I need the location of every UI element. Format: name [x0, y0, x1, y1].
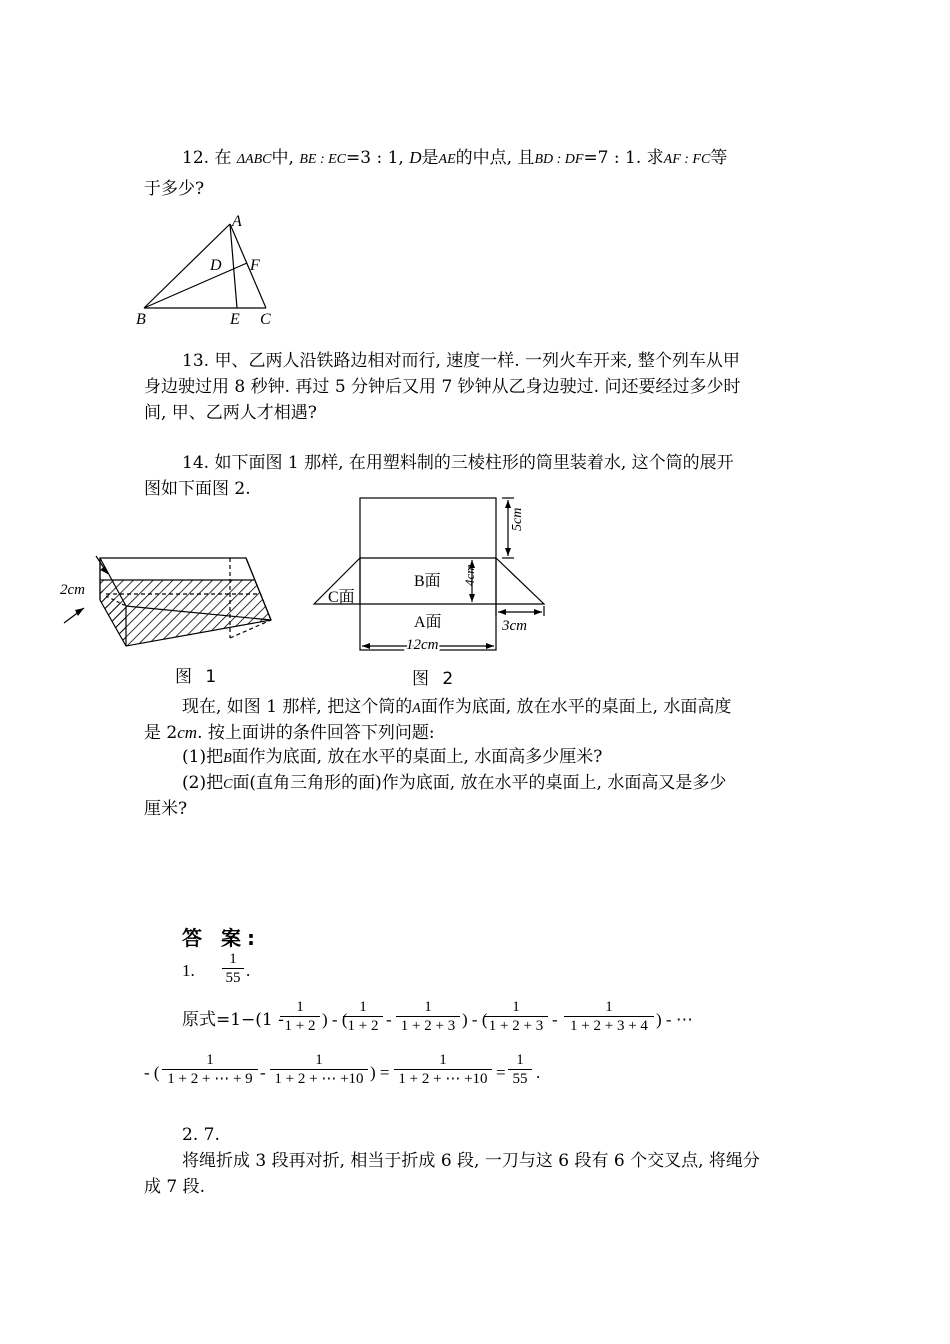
problem-14-line-1: 14. 如下面图 1 那样, 在用塑料制的三棱柱形的筒里装着水, 这个筒的展开: [182, 453, 734, 473]
problem-12-number: 12. 在: [182, 148, 232, 168]
numerator: 1: [439, 1052, 447, 1068]
operator-l2-m2: ) =: [370, 1063, 390, 1082]
figure-1-prism: [56, 548, 286, 678]
answer-2-line-2: 成 7 段.: [144, 1177, 206, 1197]
ratio-be-ec: BE : EC: [299, 152, 346, 167]
numerator: 1: [296, 999, 304, 1015]
text: 的中点, 且: [455, 148, 535, 168]
operator-m5: ) - ⋯: [656, 1010, 693, 1029]
face-a-ref: A: [412, 701, 421, 716]
answer-1-fraction: [222, 950, 244, 987]
fraction-f4: [484, 998, 548, 1035]
text: 现在, 如图 1 那样, 把这个筒的: [182, 697, 413, 717]
denominator: 1 + 2 + ⋯ +10: [274, 1071, 364, 1087]
figure-2-caption: 图 2: [412, 669, 458, 689]
text: 是: [421, 148, 439, 168]
derivation-line-2-start: - (: [144, 1063, 160, 1082]
operator-m1: ) - (: [322, 1010, 348, 1029]
denominator: 1 + 2 + ⋯ +10: [398, 1071, 488, 1087]
problem-13-line-1: 13. 甲、乙两人沿铁路边相对而行, 速度一样. 一列火车开来, 整个列车从甲: [182, 351, 740, 371]
numerator: 1: [206, 1052, 214, 1068]
answer-2-label: 2. 7.: [182, 1125, 220, 1145]
ratio-af-fc: AF : FC: [663, 152, 711, 167]
unit-cm: cm: [177, 723, 198, 742]
text: (2)把: [182, 773, 224, 793]
text: 是 2: [144, 723, 178, 743]
dim-3cm: 3cm: [502, 618, 527, 634]
answer-1-dot: .: [246, 961, 251, 980]
operator-l2-m1: -: [260, 1063, 266, 1082]
dim-12cm: 12cm: [406, 637, 439, 653]
problem-14-text-2: [144, 722, 435, 744]
fraction-f5: [564, 998, 654, 1035]
operator-m3: ) - (: [462, 1010, 488, 1029]
numerator: 1: [516, 1052, 524, 1068]
numerator: 1: [315, 1052, 323, 1068]
triangle-figure: [136, 212, 276, 327]
dim-5cm: 5cm: [510, 507, 525, 531]
denominator: 1 + 2 + 3: [488, 1018, 544, 1034]
fraction-f3: [396, 998, 460, 1035]
segment-ae: AE: [438, 152, 456, 167]
label-a: A: [232, 213, 242, 230]
text: . 按上面讲的条件回答下列问题:: [197, 723, 435, 743]
fraction-g3: [394, 1051, 492, 1088]
label-e: E: [230, 311, 240, 328]
text: (1)把: [182, 747, 224, 767]
denominator: 1 + 2 + ⋯ + 9: [167, 1071, 253, 1087]
point-d: D: [409, 148, 422, 167]
operator-m2: -: [386, 1010, 392, 1029]
problem-14-line-2: 图如下面图 2.: [144, 479, 251, 499]
operator-l2-m3: =: [496, 1063, 506, 1082]
fraction-f2: [343, 998, 383, 1035]
face-c-label: C面: [328, 589, 355, 606]
fraction-g4: [508, 1051, 532, 1088]
problem-13-line-3: 间, 甲、乙两人才相遇?: [144, 403, 317, 423]
dim-4cm: 4cm: [462, 564, 477, 586]
text: =7 : 1. 求: [583, 148, 664, 168]
problem-14-text-1: [182, 696, 731, 720]
numerator: 1: [424, 999, 432, 1015]
problem-14-question-1: [182, 746, 602, 770]
numerator: 1: [359, 999, 367, 1015]
answers-title: 答 案:: [182, 926, 261, 950]
face-c-ref: C: [223, 777, 233, 792]
derivation-end: .: [536, 1063, 541, 1082]
numerator: 1: [605, 999, 613, 1015]
text: 中,: [271, 148, 294, 168]
denominator: 1 + 2 + 3: [400, 1018, 456, 1034]
figure-1-caption: 图 1: [175, 667, 221, 687]
label-c: C: [260, 311, 271, 328]
denominator: 55: [512, 1071, 528, 1087]
text: =3 : 1,: [346, 148, 404, 168]
text: 等: [710, 148, 728, 168]
text: 面作为底面, 放在水平的桌面上, 水面高度: [420, 697, 732, 717]
problem-12-line-2: 于多少?: [144, 179, 205, 199]
text: 面作为底面, 放在水平的桌面上, 水面高多少厘米?: [231, 747, 603, 767]
problem-13-line-2: 身边驶过用 8 秒钟. 再过 5 分钟后又用 7 钞钟从乙身边驶过. 问还要经过多少时: [144, 377, 741, 397]
operator-m4: -: [552, 1010, 558, 1029]
denominator: 1 + 2: [347, 1018, 379, 1034]
face-a-label: A面: [414, 614, 442, 631]
figure-2-net: [312, 494, 552, 654]
label-b: B: [136, 311, 146, 328]
label-d: D: [210, 257, 222, 274]
numerator: 1: [229, 951, 237, 967]
denominator: 55: [225, 970, 241, 986]
label-f: F: [250, 257, 260, 274]
denominator: 1 + 2 + 3 + 4: [570, 1018, 648, 1034]
text: 面(直角三角形的面)作为底面, 放在水平的桌面上, 水面高又是多少: [232, 773, 727, 793]
dim-2cm: 2cm: [60, 582, 85, 598]
derivation-start: 原式=1−(1 -: [182, 1010, 284, 1030]
face-b-ref: B: [223, 751, 232, 766]
denominator: 1 + 2: [284, 1018, 316, 1034]
answer-1-label: 1.: [182, 961, 195, 980]
triangle-abc: ΔABC: [236, 152, 272, 167]
face-c-right-triangle: [496, 558, 544, 604]
fraction-g1: [162, 1051, 258, 1088]
fraction-g2: [270, 1051, 368, 1088]
face-b-label: B面: [414, 573, 441, 590]
numerator: 1: [512, 999, 520, 1015]
problem-12-line-1: [182, 147, 727, 171]
problem-14-question-2-line-2: 厘米?: [144, 799, 188, 819]
fraction-f1: [280, 998, 320, 1035]
ratio-bd-df: BD : DF: [534, 152, 584, 167]
problem-14-question-2: [182, 772, 726, 796]
answer-2-line-1: 将绳折成 3 段再对折, 相当于折成 6 段, 一刀与这 6 段有 6 个交叉点, 将绳分: [182, 1151, 760, 1171]
segment-bf-line: [144, 263, 247, 308]
